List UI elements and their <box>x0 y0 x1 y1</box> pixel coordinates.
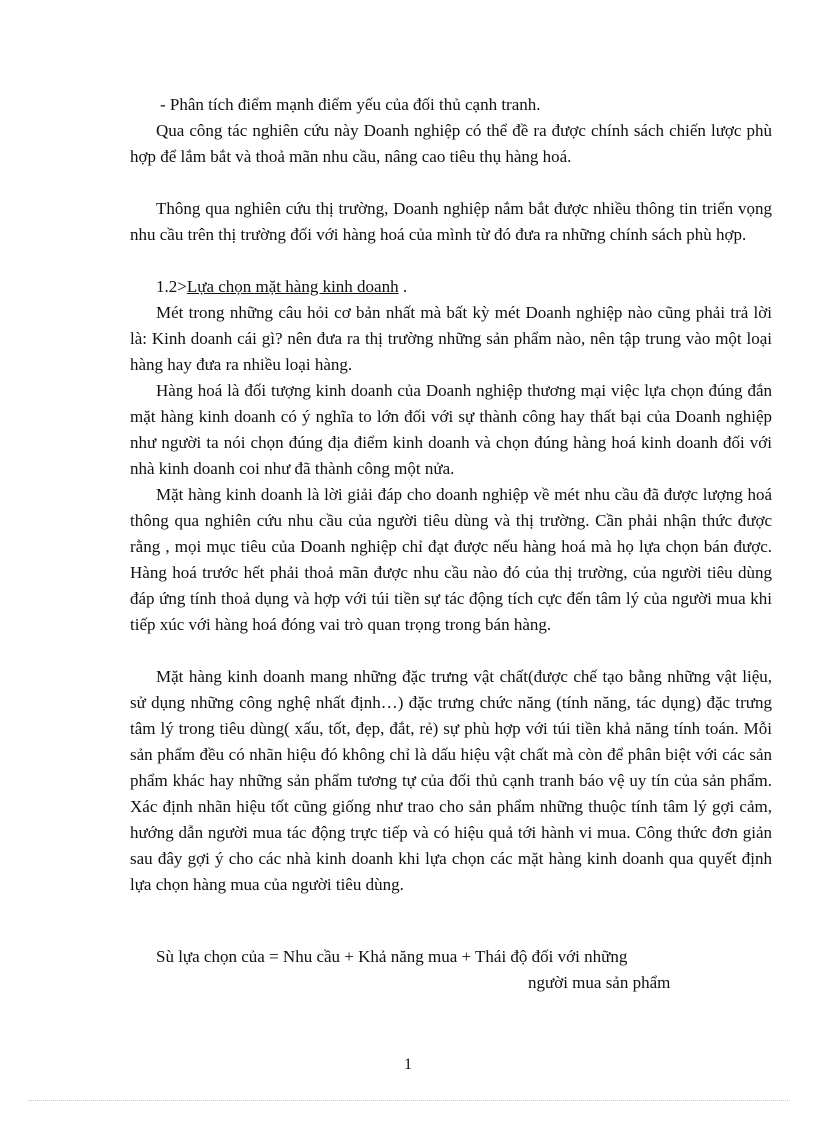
section-number: 1.2> <box>156 277 187 296</box>
page-number: 1 <box>404 1056 412 1073</box>
paragraph-research: Qua công tác nghiên cứu này Doanh nghiệp có thể đề ra được chính sách chiến lược phù hợp để lắm bắt và thoả mãn nhu cầu, nâng cao tiêu thụ hàng hoá. <box>130 121 772 166</box>
bullet-line: - Phân tích điểm mạnh điểm yếu của đối thủ cạnh tranh. <box>160 95 541 114</box>
paragraph-market-research: Thông qua nghiên cứu thị trường, Doanh nghiệp nắm bắt được nhiều thông tin triển vọng nhu cầu trên thị trường đối với hàng hoá của mình từ đó đưa ra những chính sách phù hợp. <box>130 199 772 244</box>
paragraph-goods: Hàng hoá là đối tượng kinh doanh của Doanh nghiệp thương mại việc lựa chọn đúng đắn mặt hàng kinh doanh có ý nghĩa to lớn đối với sự thành công hay thất bại của Doanh nghiệp như người ta nói chọn đúng địa điểm kinh doanh và chọn đúng hàng hoá kinh doanh đối với nhà kinh doanh coi như đã thành công một nửa. <box>130 381 772 478</box>
paragraph-features: Mặt hàng kinh doanh mang những đặc trưng vật chất(được chế tạo bằng những vật liệu, sử dụng những công nghệ nhất định…) đặc trưng chức năng (tính năng, tác dụng) đặc trưng tâm lý trong tiêu dùng( xấu, tốt, đẹp, đắt, rẻ) sự phù hợp với túi tiền khả năng tính toán. Mỗi sản phẩm đều có nhãn hiệu đó không chỉ là dấu hiệu vật chất mà còn để phân biệt với các sản phẩm khác hay những sản phẩm tương tự của đối thủ cạnh tranh báo vệ uy tín của sản phẩm. Xác định nhãn hiệu tốt cũng giống như trao cho sản phẩm những thuộc tính tâm lý gợi cảm, hướng dẫn người mua tác động trực tiếp và có hiệu quả tới hành vi mua. Công thức đơn giản sau đây gợi ý cho các nhà kinh doanh khi lựa chọn các mặt hàng kinh doanh qua quyết định lựa chọn hàng mua của người tiêu dùng. <box>130 667 772 894</box>
section-end: . <box>398 277 408 296</box>
paragraph-key-question: Mét trong những câu hỏi cơ bản nhất mà bất kỳ mét Doanh nghiệp nào cũng phải trả lời là: Kinh doanh cái gì? nên đưa ra thị trường những sản phẩm nào, nên tập trung vào một loại hàng hay đưa ra nhiều loại hàng. <box>130 303 772 374</box>
formula-line-2: người mua sản phẩm <box>528 973 671 992</box>
formula-line-1: Sù lựa chọn của = Nhu cầu + Khả năng mua + Thái độ đối với những <box>156 947 628 966</box>
section-heading <box>156 274 407 300</box>
paragraph-answer: Mặt hàng kinh doanh là lời giải đáp cho doanh nghiệp về mét nhu cầu đã được lượng hoá thông qua nghiên cứu nhu cầu của người tiêu dùng và thị trường. Cần phải nhận thức được rằng , mọi mục tiêu của Doanh nghiệp chỉ đạt được nếu hàng hoá mà họ lựa chọn bán được. Hàng hoá trước hết phải thoả mãn được nhu cầu nào đó của thị trường, của người tiêu dùng đáp ứng tính thoả dụng và hợp với túi tiền sự tác động tích cực đến tâm lý của người mua khi tiếp xúc với hàng hoá đóng vai trò quan trọng trong bán hàng. <box>130 485 772 634</box>
page-bottom-divider <box>28 1100 790 1101</box>
section-title: Lựa chọn mặt hàng kinh doanh <box>186 277 399 296</box>
